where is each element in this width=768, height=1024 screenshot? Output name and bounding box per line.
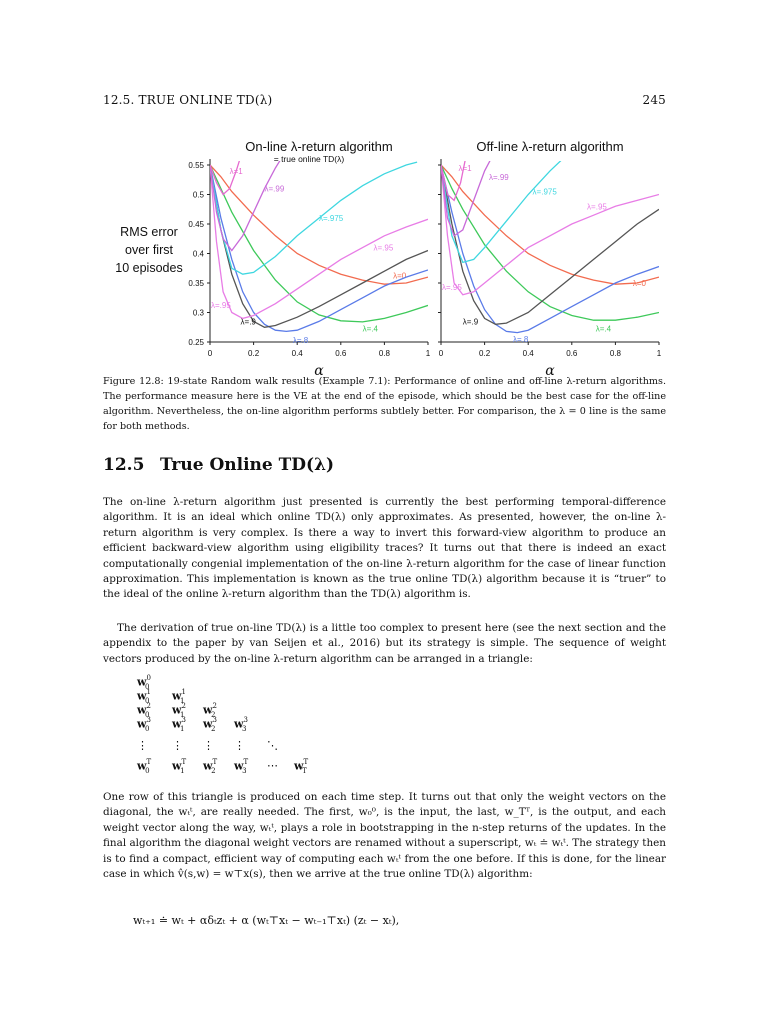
online-x-tick-label: 0.4 (291, 349, 303, 358)
page-number: 245 (642, 93, 666, 107)
offline-extra-label: λ=.95 (442, 283, 462, 293)
offline-x-label: α (545, 363, 555, 379)
online-y-tick-label: 0.4 (192, 249, 204, 259)
figure-12-8 (103, 132, 666, 382)
offline-series-0 (441, 165, 659, 284)
online-x-tick-label: 0.6 (335, 349, 347, 358)
online-series-9 (210, 165, 428, 327)
online-y-tick-label: 0.5 (192, 190, 204, 200)
triangle-cell: $w^T_T$ (294, 758, 309, 775)
online-x-label: α (314, 363, 324, 379)
online-y-tick-label: 0.55 (188, 161, 204, 170)
online-series-4 (210, 165, 428, 322)
section-title: True Online TD(λ) (160, 455, 335, 475)
online-y-label-line: 10 episodes (115, 261, 183, 275)
online-x-tick-label: 0.2 (248, 349, 260, 358)
online-y-tick-label: 0.25 (188, 338, 204, 347)
triangle-cell: $w^T_0$ (137, 758, 152, 775)
offline-x-tick-label: 0.2 (479, 349, 491, 358)
offline-x-tick-label: 1 (656, 349, 662, 358)
triangle-cell: $w^T_1$ (172, 758, 187, 775)
online-series-0 (210, 165, 428, 284)
triangle-cell: ⋱ (267, 739, 278, 752)
running-head-section: 12.5. TRUE ONLINE TD(λ) (103, 93, 273, 107)
triangle-cell: ⋮ (203, 739, 214, 752)
triangle-cell: $w^T_2$ (203, 758, 218, 775)
online-series-label: λ=.95 (373, 243, 394, 253)
online-y-tick-label: 0.35 (188, 279, 204, 288)
triangle-cell: $w^3_0$ (137, 716, 151, 733)
triangle-cell: ⋮ (137, 739, 148, 752)
online-extra-label: λ=.95 (211, 300, 231, 310)
offline-x-tick-label: 0.8 (609, 349, 621, 358)
online-chart-title: On-line λ-return algorithm (245, 139, 393, 154)
caption-text: 19-state Random walk results (Example 7.1): Performance of online and off-line λ-return algorithms. The performance measure here is the VE at the end of the episode, which should be the best case for the off-line algorithm. Nevertheless, the on-line algorithm performs subtlely better. For comparison, the λ = 0 line is the same for both methods. (103, 376, 667, 432)
paragraph-2: The derivation of true on-line TD(λ) is a little too complex to present here (see the next section and the appendix to the paper by van Seijen et al., 2016) but its strategy is simple. The sequence of weight vectors produced by the on-line λ-return algorithm can be arranged in a triangle: (103, 622, 666, 665)
online-series-95 (210, 165, 428, 318)
online-y-label-line: over first (125, 243, 173, 257)
offline-series-label: λ=.975 (532, 187, 557, 197)
online-y-tick-label: 0.3 (192, 308, 204, 318)
offline-x-tick-label: 0.6 (566, 349, 578, 358)
offline-series-label: λ=.95 (587, 202, 607, 212)
section-number: 12.5 (103, 455, 145, 475)
triangle-cell: ⋮ (234, 739, 245, 752)
caption-label: Figure 12.8: (103, 376, 164, 387)
offline-series-label: λ=0 (632, 278, 646, 288)
triangle-cell: ⋮ (172, 739, 183, 752)
online-x-tick-label: 0.8 (378, 349, 390, 358)
online-series-label: λ=1 (229, 166, 243, 176)
triangle-cell: $w^1_0$ (137, 688, 151, 705)
triangle-cell: $w^3_3$ (234, 716, 248, 733)
offline-x-tick-label: 0 (438, 349, 444, 358)
triangle-cell: $w^2_1$ (172, 702, 186, 719)
online-series-label: λ=.975 (319, 214, 344, 224)
online-series-label: λ=.4 (362, 324, 378, 334)
triangle-cell: $w^2_2$ (203, 702, 217, 719)
online-chart-subtitle: = true online TD(λ) (273, 154, 345, 164)
true-online-td-equation: wₜ₊₁ ≐ wₜ + αδₜzₜ + α (wₜ⊤xₜ − wₜ₋₁⊤xₜ) (zₜ − xₜ), (133, 914, 400, 927)
triangle-cell: ⋯ (267, 759, 278, 772)
triangle-cell: $w^3_2$ (203, 716, 217, 733)
triangle-cell: $w^1_1$ (172, 688, 186, 705)
triangle-cell: $w^2_0$ (137, 702, 151, 719)
figure-caption (103, 374, 666, 434)
running-head (103, 93, 666, 111)
triangle-cell: $w^3_1$ (172, 716, 186, 733)
offline-series-label: λ=.9 (462, 317, 479, 327)
triangle-cell: $w^T_3$ (234, 758, 249, 775)
online-series-label: λ=.99 (264, 184, 285, 194)
online-y-tick-label: 0.45 (188, 220, 204, 229)
offline-series-label: λ=1 (458, 163, 472, 173)
online-series-label: λ=.9 (240, 317, 256, 327)
offline-series-95 (441, 165, 659, 295)
online-series-975 (210, 162, 417, 274)
online-y-label-line: RMS error (120, 225, 178, 239)
offline-chart-title: Off-line λ-return algorithm (476, 139, 624, 154)
online-series-label: λ=0 (393, 271, 407, 281)
paragraph-1: The on-line λ-return algorithm just presented is currently the best performing temporal-difference algorithm. It is an ideal which online TD(λ) only approximates. As presented, however, the on-line λ-return algorithm is very complex. Is there a way to invert this forward-view algorithm to produce an efficient backward-view algorithm using eligibility traces? It turns out that there is indeed an exact computationally congenial implementation of the on-line λ-return algorithm for the case of linear function approximation. This implementation is known as the true online TD(λ) algorithm because it is “truer” to the ideal of the online λ-return algorithm than the TD(λ) algorithm is. (103, 496, 666, 601)
online-x-tick-label: 0 (207, 349, 213, 358)
section-heading (103, 455, 334, 475)
offline-series-label: λ=.8 (512, 335, 529, 344)
online-series-label: λ=.8 (292, 336, 309, 346)
offline-series-label: λ=.99 (488, 172, 509, 182)
offline-series-label: λ=.4 (595, 324, 612, 334)
paragraph-3: One row of this triangle is produced on each time step. It turns out that only the weight vectors on the diagonal, the wₜᵗ, are really needed. The first, w₀⁰, is the input, the last, w_Tᵀ, is the output, and each weight vector along the way, wₜᵗ, plays a role in bootstrapping in the n-step returns of the updates. In the final algorithm the diagonal weight vectors are renamed without a superscript, wₜ ≐ wₜᵗ. The strategy then is to find a compact, efficient way of computing each wₜᵗ from the one before. If this is done, for the linear case in which v̂(s,w) = w⊤x(s), then we arrive at the true online TD(λ) algorithm: (103, 791, 666, 881)
triangle-cell: $w^0_0$ (137, 674, 151, 691)
offline-x-tick-label: 0.4 (522, 349, 534, 358)
online-x-tick-label: 1 (425, 349, 431, 358)
